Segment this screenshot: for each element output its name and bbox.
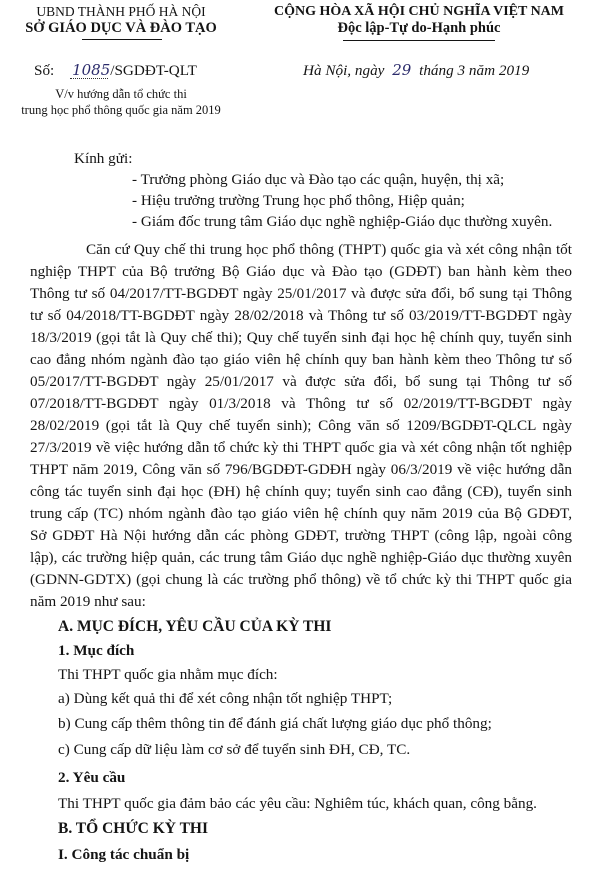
section-b-title: B. TỔ CHỨC KỲ THI [58,820,209,837]
intro-line: Sở GDĐT Hà Nội hướng dẫn các phòng GDĐT, trường THPT (công lập, ngoài công [30,527,572,544]
intro-line: 28/02/2019 (gọi tắt là Quy chế tuyển sinh); Công văn số 1209/BGDĐT-QLCL ngày [30,417,572,434]
date-prefix: Hà Nội, ngày [303,62,385,79]
recipient-1: - Trưởng phòng Giáo dục và Đào tạo các quận, huyện, thị xã; [132,171,505,188]
recipient-3: - Giám đốc trung tâm Giáo dục nghề nghiệp-Giáo dục thường xuyên. [132,213,553,230]
section-a-title: A. MỤC ĐÍCH, YÊU CẦU CỦA KỲ THI [58,618,332,635]
issue-date [303,61,529,80]
doc-number-dots [70,78,108,79]
motto: Độc lập-Tự do-Hạnh phúc [337,20,501,36]
recipient-2: - Hiệu trưởng trường Trung học phổ thông, Hiệp quản; [132,192,465,209]
intro-line: Thông tư số 04/2017/TT-BGDĐT ngày 25/01/2017 và được sửa đổi, bổ sung tại Thông [30,285,572,302]
section-a-sub2-title: 2. Yêu cầu [58,769,126,786]
section-a-sub1-title: 1. Mục đích [58,642,135,659]
intro-line: nghiệp THPT của Bộ trưởng Bộ Giáo dục và Đào tạo (GDĐT) ban hành kèm theo [30,263,572,280]
intro-line: Căn cứ Quy chế thi trung học phổ thông (THPT) quốc gia và xét công nhận tốt [86,241,572,258]
section-a-sub2-text: Thi THPT quốc gia đảm bảo các yêu cầu: Nghiêm túc, khách quan, công bằng. [58,795,537,812]
motto-underline [343,40,495,41]
purpose-item-a: a) Dùng kết quả thi để xét công nhận tốt nghiệp THPT; [58,690,393,707]
intro-line: lập), các trường hiệp quản, các trung tâm Giáo dục nghề nghiệp-Giáo dục thường xuyên [30,549,572,566]
department-name: SỞ GIÁO DỤC VÀ ĐÀO TẠO [25,20,217,36]
intro-line: THPT năm 2019, Công văn số 796/BGDĐT-GDĐH ngày 06/3/2019 về việc hướng dẫn [30,461,572,478]
intro-line: 18/3/2019 (gọi tắt là Quy chế thi); Quy chế tuyển sinh đại học hệ chính quy, tuyển sinh [30,329,572,346]
intro-line: 05/2017/TT-BGDĐT ngày 25/01/2017 và được sửa đổi, bổ sung tại Thông tư số [30,373,572,390]
purpose-item-b: b) Cung cấp thêm thông tin để đánh giá chất lượng giáo dục phổ thông; [58,715,492,732]
intro-line: công tác tuyển sinh đại học (ĐH) hệ chính quy; tuyển sinh cao đẳng (CĐ), tuyển sinh [30,483,572,500]
doc-number-value: 1085 [72,61,111,79]
doc-number [34,61,197,80]
country-name: CỘNG HÒA XÃ HỘI CHỦ NGHĨA VIỆT NAM [273,4,564,19]
agency-name: UBND THÀNH PHỐ HÀ NỘI [36,4,206,19]
intro-line: năm 2019 như sau: [30,593,146,610]
subject-line-1: V/v hướng dẫn tổ chức thi [55,87,187,101]
greeting: Kính gửi: [74,150,133,167]
intro-line: (GDNN-GDTX) (gọi chung là các trường phổ thông) về tổ chức kỳ thi THPT quốc gia [30,571,572,588]
intro-line: tư số 04/2018/TT-BGDĐT ngày 28/02/2018 và Thông tư số 03/2019/TT-BGDĐT ngày [30,307,572,324]
section-b-sub1-title: I. Công tác chuẩn bị [58,846,190,863]
intro-line: trung cấp (TC) nhóm ngành đào tạo giáo viên hệ chính quy năm 2019 của Bộ GDĐT, [30,505,572,522]
department-underline [82,39,162,40]
doc-number-prefix: Số: [34,62,55,79]
date-day: 29 [392,61,412,79]
section-a-sub1-intro: Thi THPT quốc gia nhằm mục đích: [58,666,278,683]
subject-line-2: trung học phổ thông quốc gia năm 2019 [21,103,221,117]
intro-line: cao đẳng nhóm ngành đào tạo giáo viên hệ chính quy ban hành kèm theo Thông tư số [30,351,572,368]
intro-line: 27/3/2019 về việc hướng dẫn tổ chức kỳ thi THPT quốc gia và xét công nhận tốt nghiệp [30,439,572,456]
purpose-item-c: c) Cung cấp dữ liệu làm cơ sở để tuyển sinh ĐH, CĐ, TC. [58,741,411,758]
intro-line: 07/2018/TT-BGDĐT ngày 01/3/2018 và Thông tư số 02/2019/TT-BGDĐT ngày [30,395,572,412]
date-suffix: tháng 3 năm 2019 [419,62,530,79]
doc-number-suffix: /SGDĐT-QLT [110,62,197,79]
